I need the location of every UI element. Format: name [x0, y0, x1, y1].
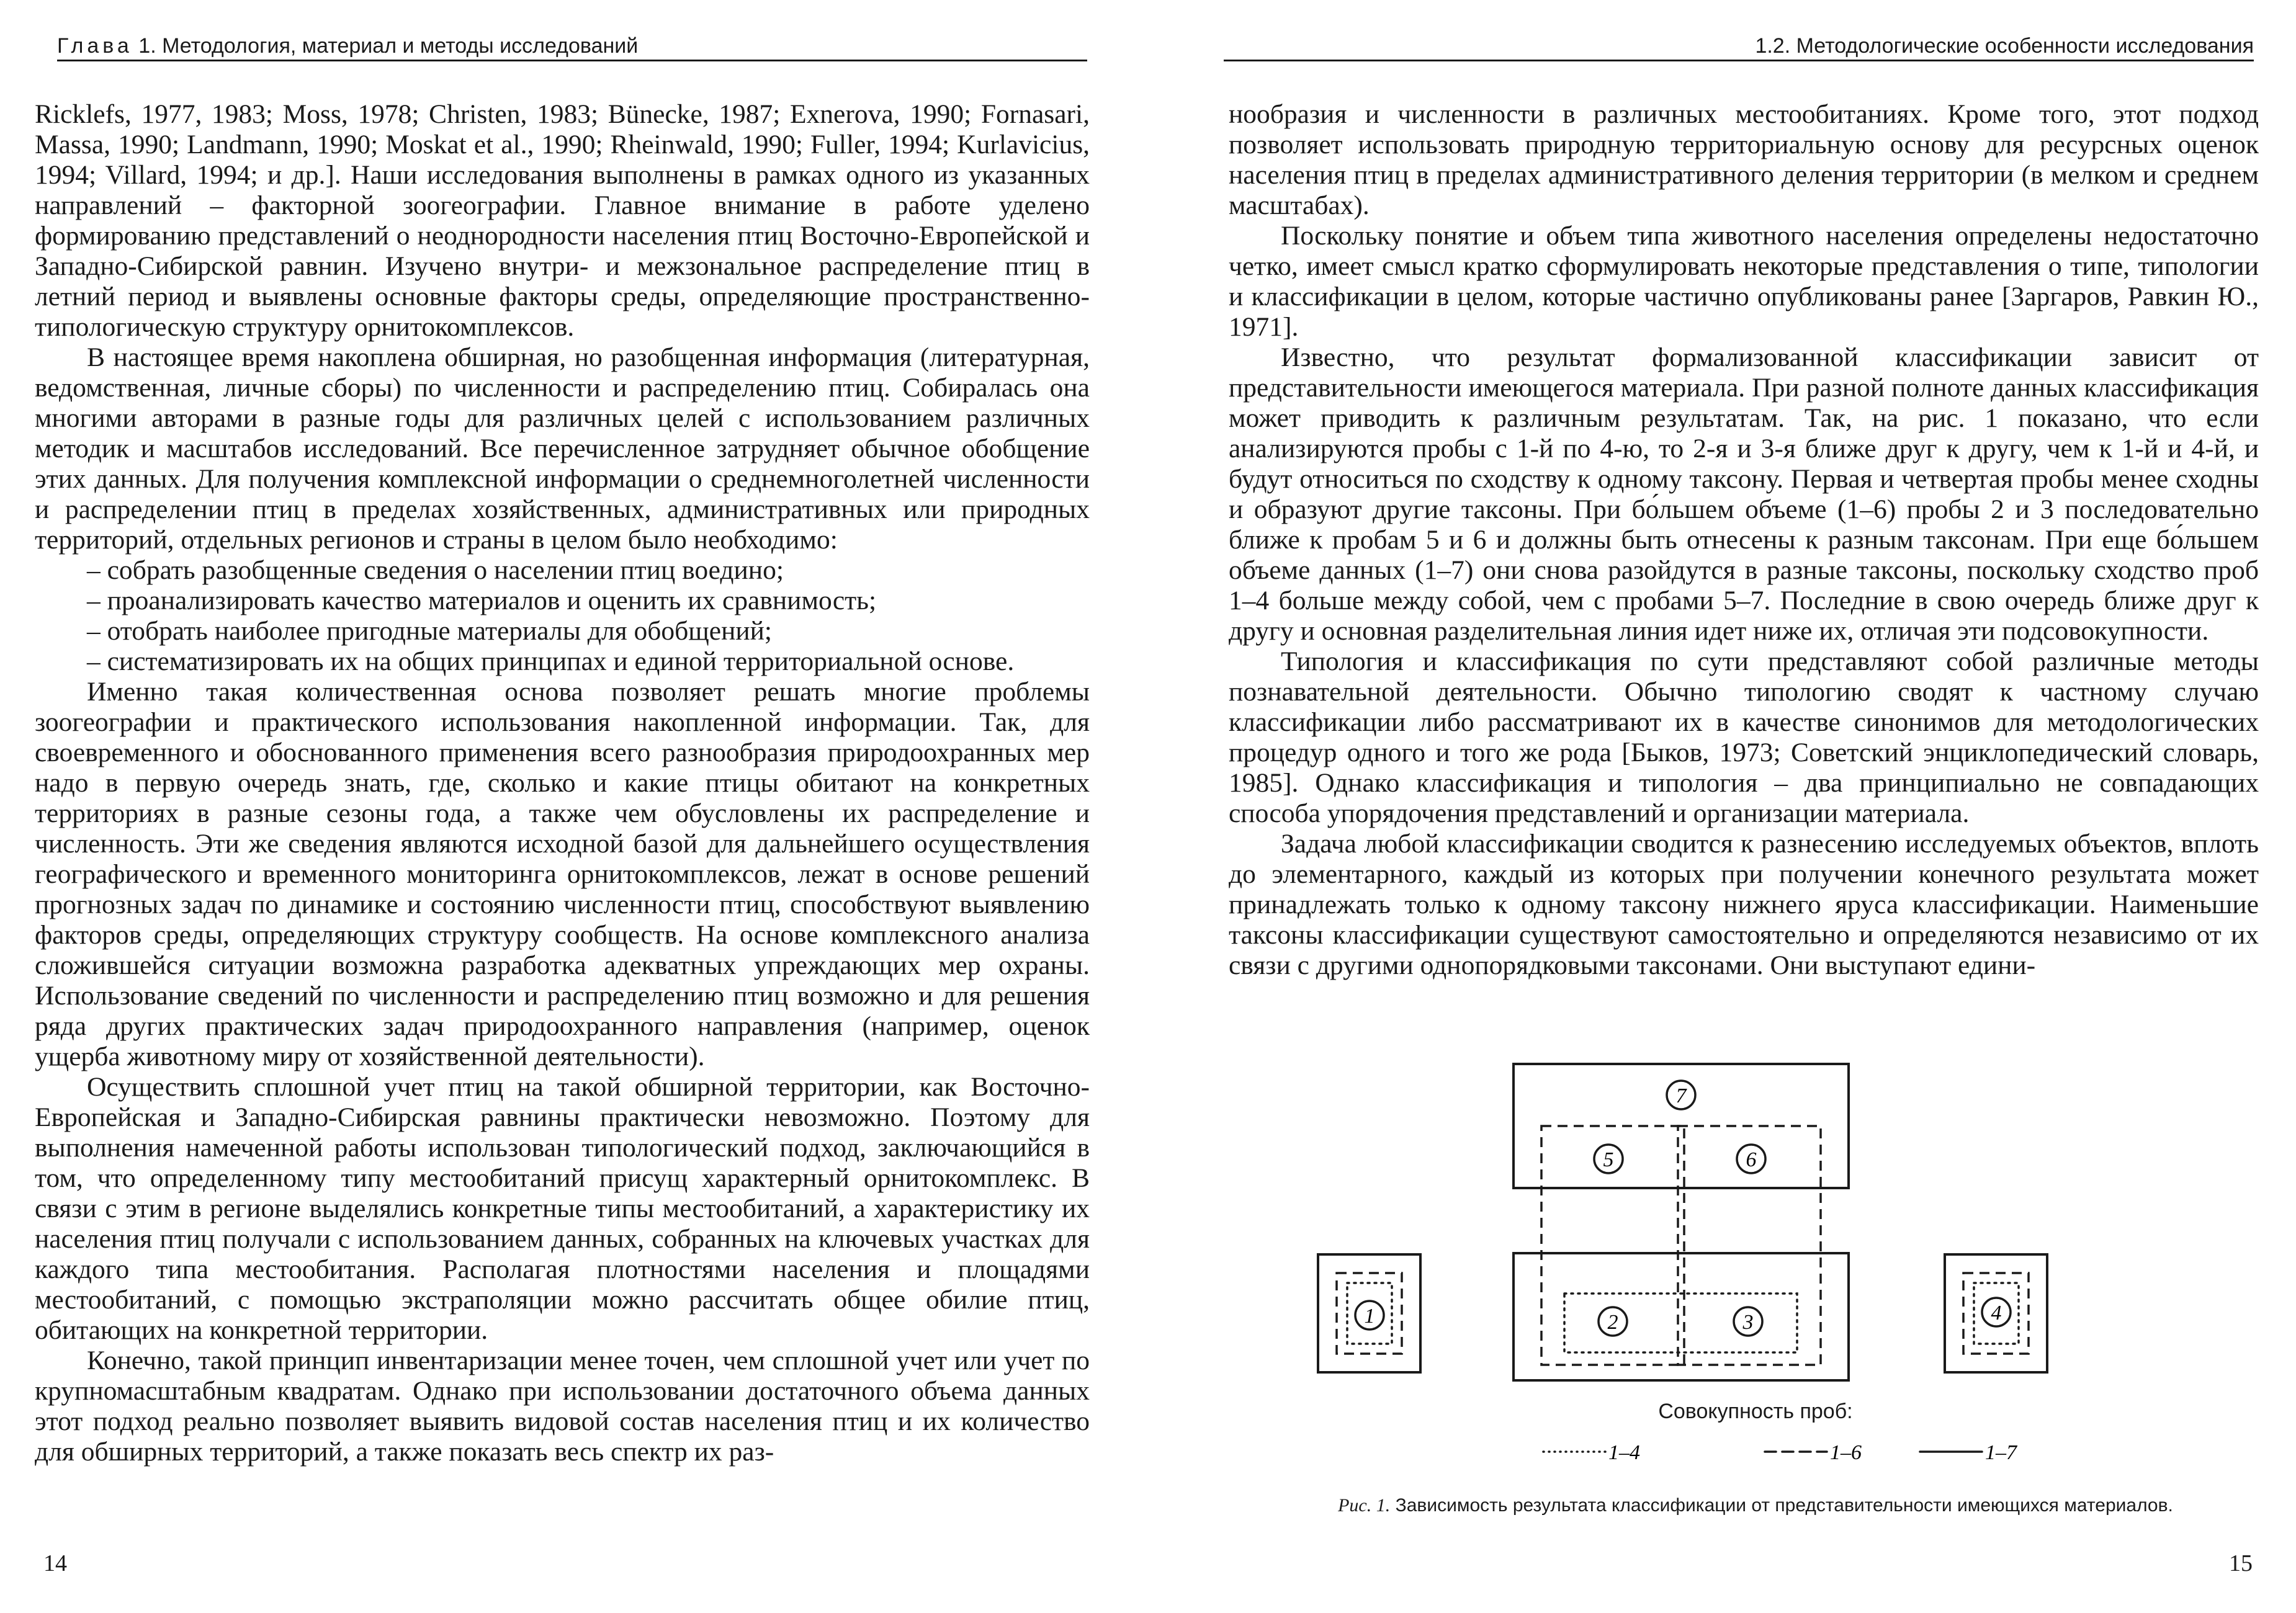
- list-item: – систематизировать их на общих принципах и единой территориальной основе.: [87, 646, 1015, 676]
- figure-caption: [1275, 1495, 2236, 1516]
- list-item: – отобрать наиболее пригодные материалы для обобщений;: [87, 616, 773, 646]
- running-head-left: [57, 32, 1087, 61]
- paragraph: Именно такая количественная основа позволяет решать многие проблемы зоогеографии и практического использования накопленной информации. Так, для своевременного и обоснованного применения всего разнообразия природоохранных мер надо в первую очередь знать, где, сколько и какие птицы обитают на конкретных территориях в разные сезоны года, а также чем обусловлены их распределение и численность. Эти же сведения являются исходной базой для дальнейшего осуществления географического и временного мониторинга орнитокомплексов, лежат в основе решений прогнозных задач по динамике и состоянию численности птиц, способствуют выявлению факторов среды, определяющих структуру сообществ. На основе комплексного анализа сложившейся ситуации возможна разработка адекватных упреждающих мер охраны. Использование сведений по численности и распределению птиц возможно и для решения ряда других практических задач природоохранного направления (например, оценок ущерба животному миру от хозяйственной деятельности).: [35, 677, 1090, 1071]
- paragraph: Ricklefs, 1977, 1983; Moss, 1978; Christen, 1983; Bünecke, 1987; Exnerova, 1990; Fornasari, Massa, 1990; Landmann, 1990; Moskat et al., 1990; Rheinwald, 1990; Fuller, 1994; Kurlavicius, 1994; Villard, 1994; и др.]. Наши исследования выполнены в рамках одного из указанных направлений – факторной зоогеографии. Главное внимание в работе уделено формированию представлений о неоднородности населения птиц Восточно-Европейской и Западно-Сибирской равнин. Изучено внутри- и межзональное распределение птиц в летний период и выявлены основные факторы среды, определяющие пространственно-типологическую структуру орнитокомплексов.: [35, 99, 1090, 342]
- sample-2-marker: [1599, 1307, 1627, 1336]
- page-number-left: 14: [43, 1550, 67, 1576]
- sample-1-marker: [1355, 1301, 1384, 1329]
- svg-text:1–4: 1–4: [1608, 1441, 1640, 1464]
- legend: [1275, 1431, 2236, 1468]
- svg-text:6: 6: [1746, 1148, 1757, 1171]
- chapter-title: 1. Методология, материал и методы исследований: [138, 34, 639, 58]
- sample-4-marker: [1982, 1298, 2011, 1326]
- legend-item-dotted: [1543, 1441, 1640, 1464]
- paragraph: Задача любой классификации сводится к разнесению исследуемых объектов, вплоть до элементарного, каждый из которых при получении конечного результата может принадлежать только к одному таксону нижнего яруса классификации. Наименьшие таксоны классификации существуют самостоятельно и определяются независимо от их связи с другими однопорядковыми таксонами. Они выступают едини-: [1229, 829, 2259, 980]
- svg-text:1: 1: [1364, 1305, 1375, 1328]
- classification-diagram: [1275, 1048, 2236, 1396]
- svg-text:7: 7: [1675, 1084, 1687, 1107]
- svg-text:4: 4: [1991, 1302, 2002, 1325]
- list-item: – проанализировать качество материалов и оценить их сравнимость;: [87, 586, 877, 615]
- legend-item-dashed: [1765, 1441, 1862, 1464]
- page-number-right: 15: [2229, 1550, 2253, 1576]
- paragraph: Известно, что результат формализованной классификации зависит от представительности имеющегося материала. При разной полноте данных классификация может приводить к различным результатам. Так, на рис. 1 показано, что если анализируются пробы с 1-й по 4-ю, то 2-я и 3-я ближе друг к другу, чем к 1-й и 4-й, и будут относиться по сходству к одному таксону. Первая и четвертая пробы менее сходны и образуют другие таксоны. При бо́льшем объеме (1–6) пробы 2 и 3 последовательно ближе к пробам 5 и 6 и должны быть отнесены к разным таксонам. При еще бо́льшем объеме данных (1–7) они снова разойдутся в разные таксоны, поскольку сходство проб 1–4 больше между собой, чем с пробами 5–7. Последние в свою очередь ближе друг к другу и основная разделительная линия идет ниже их, отличая эти подсовокупности.: [1229, 342, 2259, 646]
- sample-5-marker: [1594, 1145, 1623, 1173]
- legend-item-solid: [1920, 1441, 2018, 1464]
- paragraph: Поскольку понятие и объем типа животного населения определены недостаточно четко, имеет смысл кратко сформулировать некоторые представления о типе, типологии и классификации в целом, которые частично опубликованы ранее [Заргаров, Равкин Ю., 1971].: [1229, 221, 2259, 342]
- svg-text:3: 3: [1742, 1311, 1754, 1334]
- caption-text: Зависимость результата классификации от представительности имеющихся материалов.: [1395, 1495, 2173, 1516]
- legend-title: Совокупность проб:: [1658, 1400, 1853, 1423]
- sample-7-marker: [1667, 1081, 1695, 1109]
- left-text-column: [35, 99, 1090, 1467]
- paragraph: В настоящее время накоплена обширная, но разобщенная информация (литературная, ведомственная, личные сборы) по численности и распределению птиц. Собиралась она многими авторами в разные годы для различных целей с использованием различных методик и масштабов исследований. Все перечисленное затрудняет обычное обобщение этих данных. Для получения комплексной информации о среднемноголетней численности и распределении птиц в пределах хозяйственных, административных или природных территорий, отдельных регионов и страны в целом было необходимо:: [35, 342, 1090, 555]
- sample-6-marker: [1737, 1145, 1765, 1173]
- right-text-column: [1229, 99, 2259, 981]
- caption-label: Рис. 1.: [1338, 1495, 1391, 1516]
- figure-1: [1275, 1048, 2236, 1532]
- svg-text:5: 5: [1603, 1148, 1614, 1171]
- chapter-word: Глава: [57, 34, 133, 58]
- sample-3-marker: [1734, 1307, 1762, 1336]
- running-head-right: 1.2. Методологические особенности исследования: [1224, 32, 2254, 61]
- paragraph: Осуществить сплошной учет птиц на такой обширной территории, как Восточно-Европейская и Западно-Сибирская равнины практически невозможно. Поэтому для выполнения намеченной работы использован типологический подход, заключающийся в том, что определенному типу местообитаний присущ характерный орнитокомплекс. В связи с этим в регионе выделялись конкретные типы местообитаний, а характеристику их населения птиц получали с использованием данных, собранных на ключевых участках для каждого типа местообитания. Располагая плотностями населения и площадями местообитаний, с помощью экстраполяции можно рассчитать общее обилие птиц, обитающих на конкретной территории.: [35, 1072, 1090, 1345]
- right-page: [1148, 0, 2296, 1613]
- svg-text:2: 2: [1607, 1311, 1618, 1334]
- paragraph: Конечно, такой принцип инвентаризации менее точен, чем сплошной учет или учет по крупномасштабным квадратам. Однако при использовании достаточного объема данных этот подход реально позволяет выявить видовой состав населения птиц и их количество для обширных территорий, а также показать весь спектр их раз-: [35, 1346, 1090, 1467]
- paragraph: Типология и классификация по сути представляют собой различные методы познавательной деятельности. Обычно типологию сводят к частному случаю классификации либо рассматривают их в качестве синонимов для методологических процедур одного и того же рода [Быков, 1973; Советский энциклопедический словарь, 1985]. Однако классификация и типология – два принципиально не совпадающих способа упорядочения представлений и организации материала.: [1229, 646, 2259, 828]
- svg-text:1–6: 1–6: [1830, 1441, 1862, 1464]
- paragraph: нообразия и численности в различных местообитаниях. Кроме того, этот подход позволяет использовать природную территориальную основу для ресурсных оценок населения птиц в пределах административного деления территории (в мелком и среднем масштабах).: [1229, 99, 2259, 220]
- list-item: – собрать разобщенные сведения о населении птиц воедино;: [87, 555, 784, 585]
- svg-text:1–7: 1–7: [1985, 1441, 2017, 1464]
